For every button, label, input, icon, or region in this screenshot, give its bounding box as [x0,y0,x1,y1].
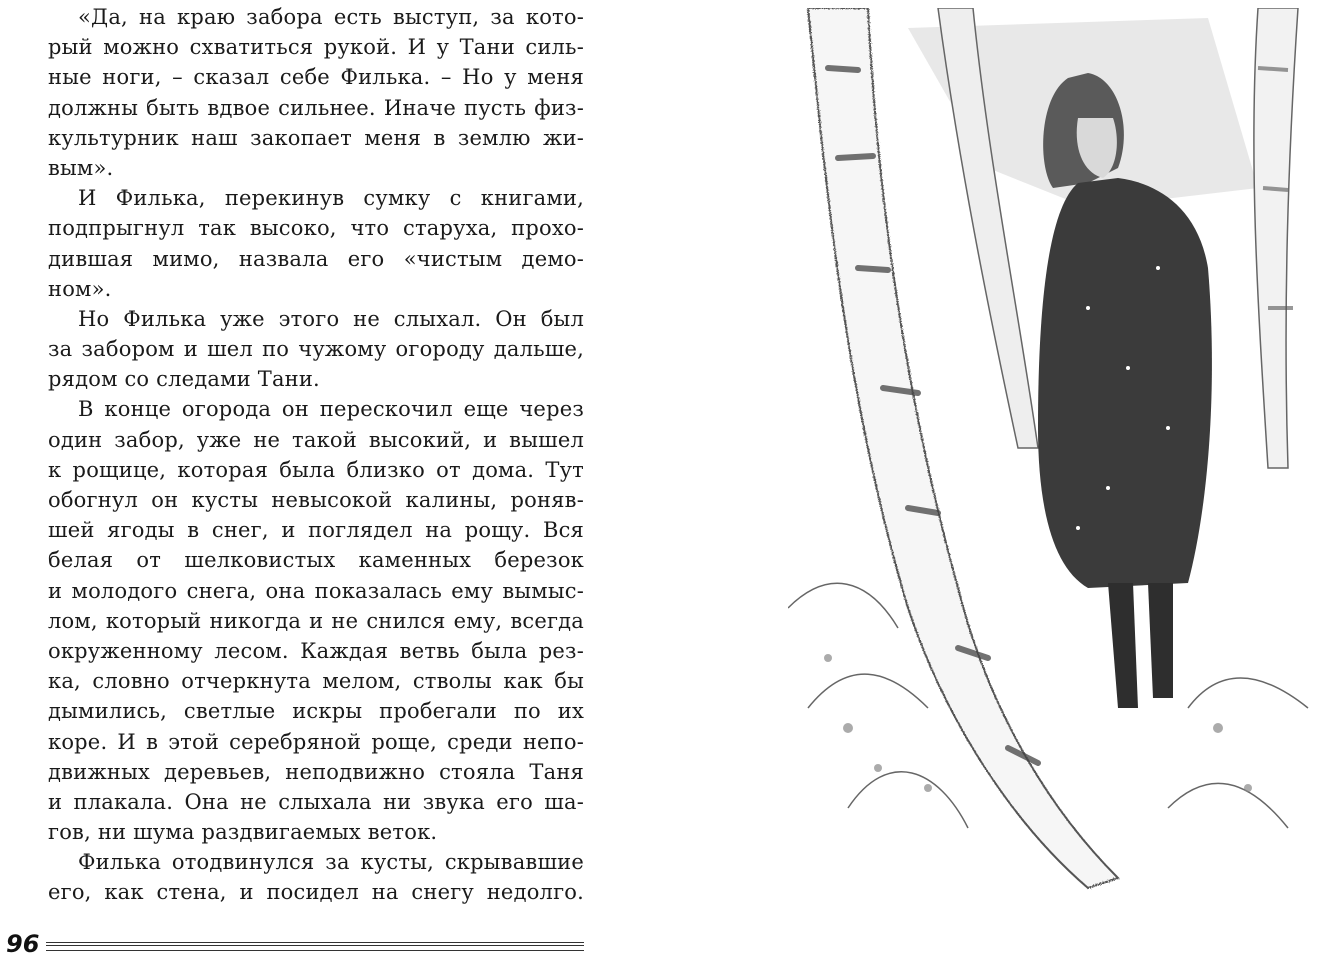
text-line: культурник наш закопает меня в землю жи- [48,125,584,150]
text-line: Филька отодвинулся за кусты, скрывавшие [78,850,584,875]
text-line: шей ягоды в снег, и поглядел на рощу. Вся [48,518,584,543]
text-line: В конце огорода он перескочил еще через [78,397,584,422]
text-line: движных деревьев, неподвижно стояла Таня [48,759,584,784]
text-line: белая от шелковистых каменных березок [48,548,584,573]
text-line: дившая мимо, назвала его «чистым демо- [48,246,584,271]
text-line: и молодого снега, она показалась ему вымыс- [48,578,584,603]
text-line: коре. И в этой серебряной роще, среди непо- [48,729,584,754]
text-line: обогнул он кусты невысокой калины, роняв- [48,488,584,512]
text-line: лом, который никогда и не снился ему, всегда [48,608,584,633]
illustration-girl-in-birch-grove [788,8,1328,908]
page-number: 96 [6,930,40,958]
text-line: один забор, уже не такой высокий, и вышел [48,427,584,452]
text-line: Но Филька уже этого не слыхал. Он был [78,306,584,331]
text-line: ные ноги, – сказал себе Филька. – Но у меня [48,65,584,90]
text-line: гов, ни шума раздвигаемых веток. [48,820,438,845]
body-text [48,2,584,908]
text-line: должны быть вдвое сильнее. Иначе пусть физ- [48,95,584,120]
text-line: дымились, светлые искры пробегали по их [48,699,584,724]
text-line: к рощице, которая была близко от дома. Тут [48,457,584,482]
text-line: окруженному лесом. Каждая ветвь была рез- [48,638,584,663]
text-line: подпрыгнул так высоко, что старуха, прохо- [48,216,584,241]
text-line: вым». [48,155,114,180]
text-line: за забором и шел по чужому огороду дальше, [48,337,584,362]
text-line: ка, словно отчеркнута мелом, стволы как бы [48,669,584,694]
text-line: рый можно схватиться рукой. И у Тани силь- [48,35,584,60]
text-line: И Филька, перекинув сумку с книгами, [78,186,584,211]
text-line: «Да, на краю забора есть выступ, за кото- [78,5,584,29]
text-line: и плакала. Она не слыхала ни звука его ша- [48,789,584,814]
text-line: рядом со следами Тани. [48,367,320,392]
footer-rule [46,942,584,951]
text-line: его, как стена, и посидел на снегу недолго. [48,880,584,905]
text-line: ном». [48,276,112,301]
